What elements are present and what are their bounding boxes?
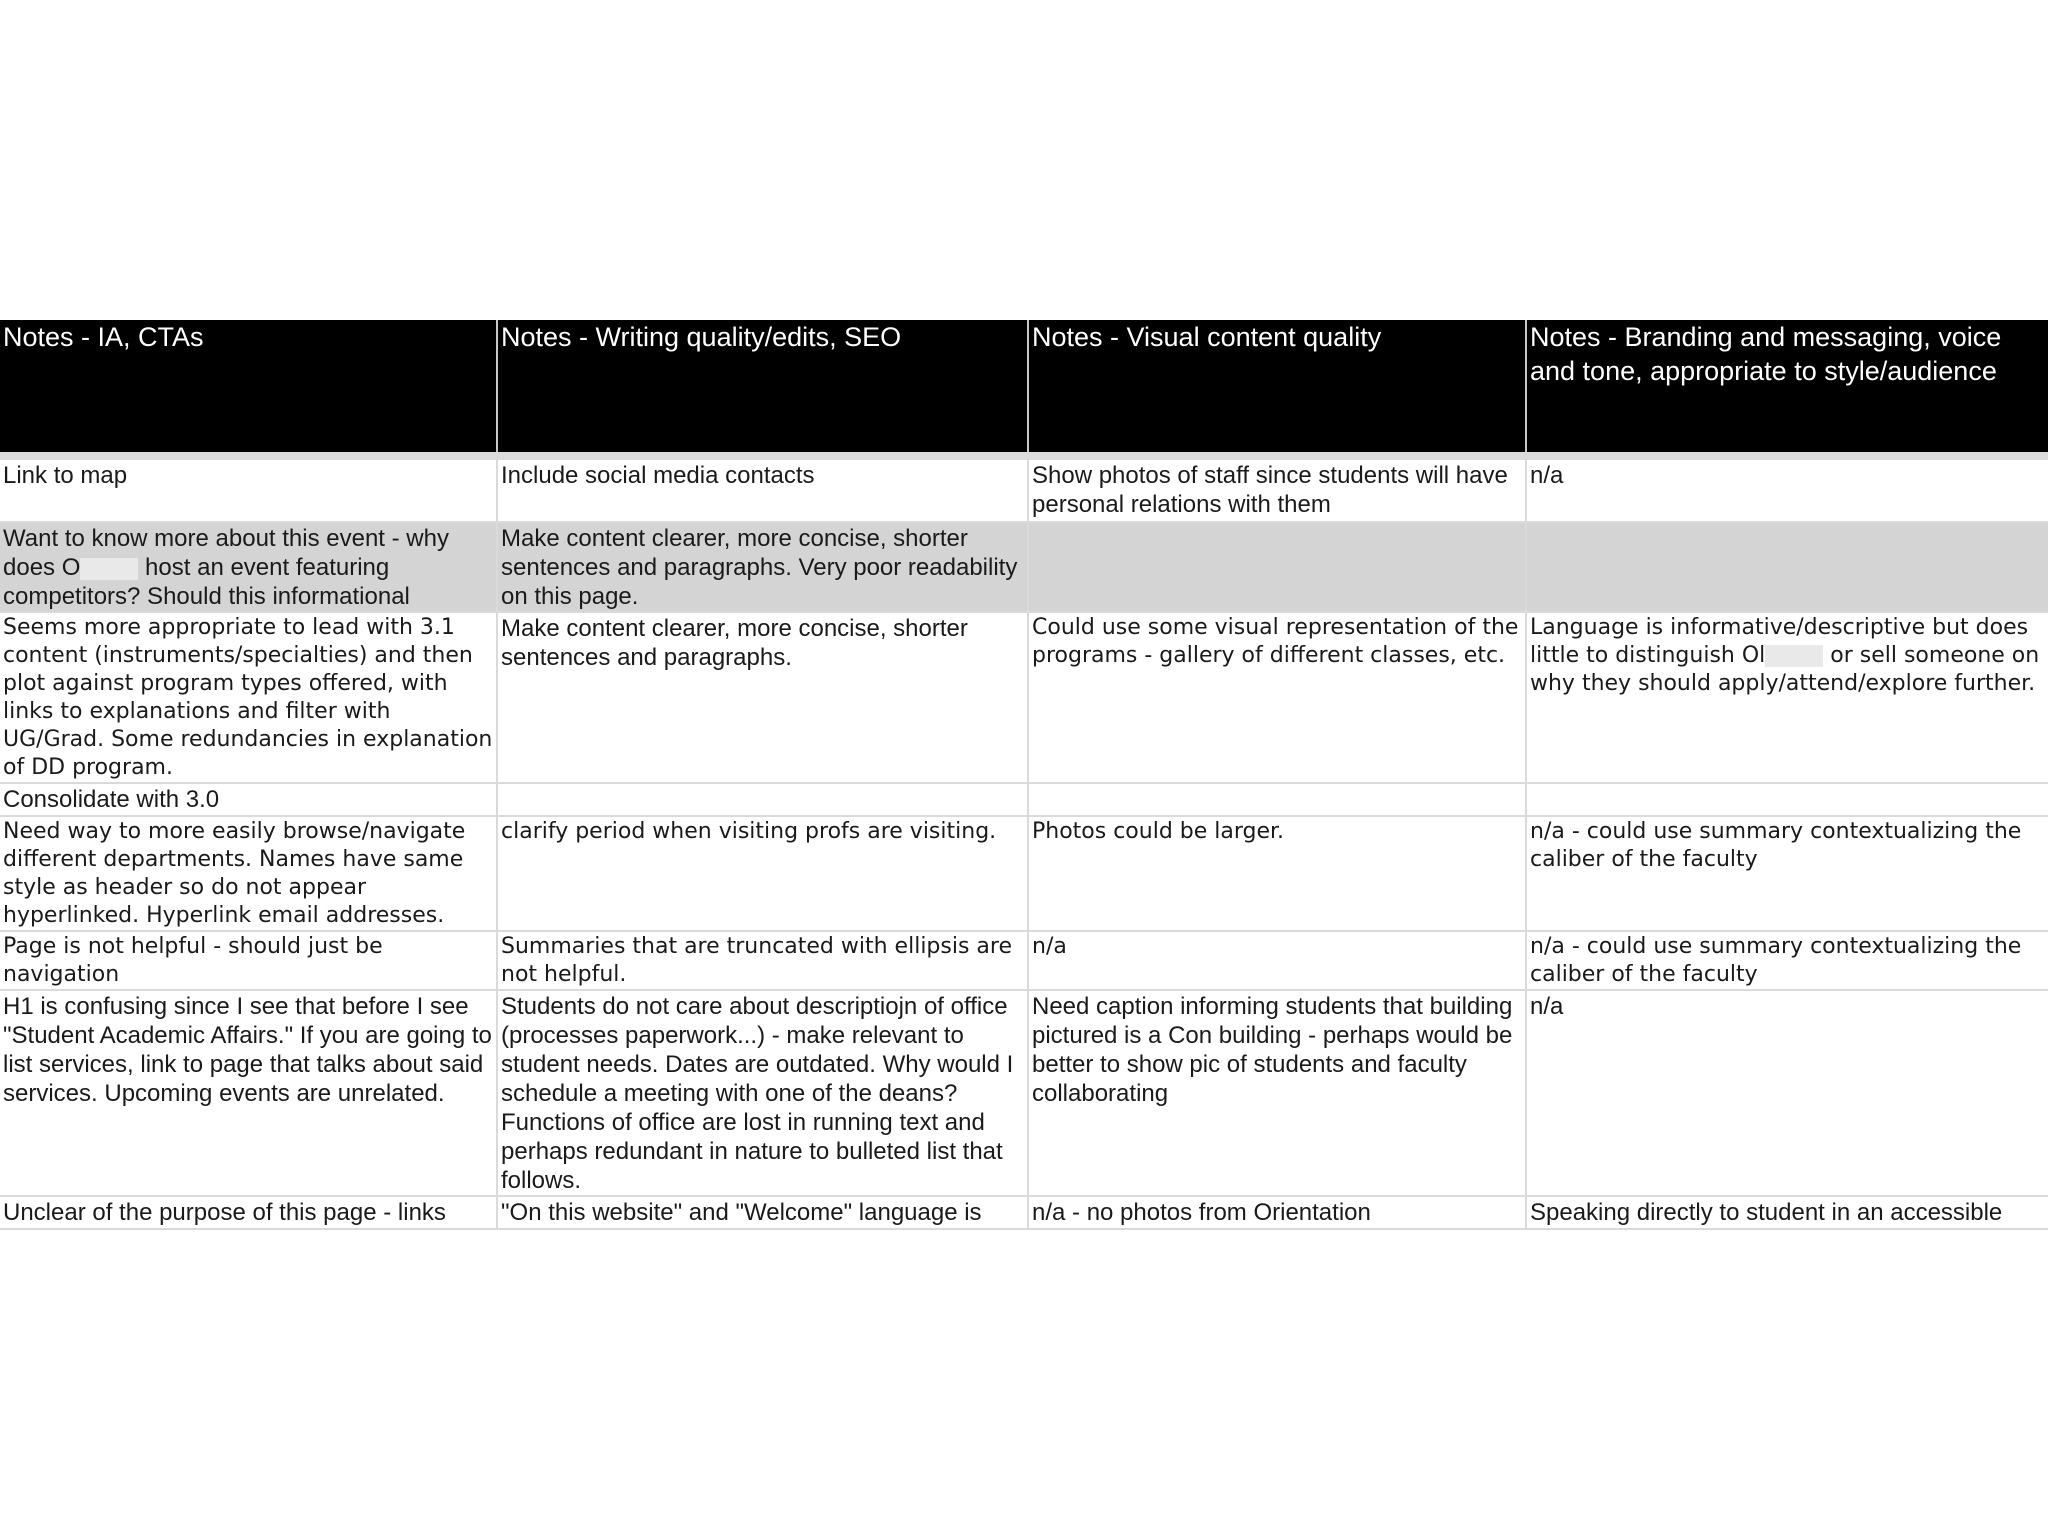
table-cell[interactable]: n/a - could use summary contextualizing the caliber of the faculty — [1526, 816, 2048, 931]
table-cell[interactable] — [1526, 783, 2048, 816]
table-cell[interactable]: Photos could be larger. — [1028, 816, 1526, 931]
table-row — [0, 783, 2048, 816]
table-cell[interactable] — [497, 783, 1028, 816]
cell-text: Language is informative/descriptive but does little to distinguish Ol — [1530, 615, 2036, 668]
separator-cell — [1028, 452, 1526, 460]
table-cell[interactable]: Unclear of the purpose of this page - links — [0, 1196, 497, 1229]
redaction-block — [80, 558, 138, 580]
table-cell[interactable] — [0, 522, 497, 612]
column-header-ia-ctas[interactable]: Notes - IA, CTAs — [0, 320, 497, 452]
table-cell[interactable]: Page is not helpful - should just be navigation — [0, 931, 497, 990]
table-cell[interactable]: n/a - could use summary contextualizing the caliber of the faculty — [1526, 931, 2048, 990]
table-cell[interactable] — [1028, 522, 1526, 612]
table-cell[interactable]: Seems more appropriate to lead with 3.1 content (instruments/specialties) and then plot against program types offered, with links to explanations and filter with UG/Grad. Some redundancies in explanation of DD program. — [0, 612, 497, 783]
cell-text: host an event featuring competitors? Should this informational — [3, 554, 410, 610]
table-cell[interactable]: Make content clearer, more concise, shorter sentences and paragraphs. Very poor readability on this page. — [497, 522, 1028, 612]
table-cell[interactable]: n/a — [1028, 931, 1526, 990]
column-header-branding-messaging[interactable]: Notes - Branding and messaging, voice and tone, appropriate to style/audience — [1526, 320, 2048, 452]
table-cell[interactable]: n/a — [1526, 460, 2048, 522]
table-cell[interactable] — [1526, 612, 2048, 783]
table-row — [0, 612, 2048, 783]
table-cell[interactable]: Summaries that are truncated with ellipsis are not helpful. — [497, 931, 1028, 990]
table-cell[interactable]: Could use some visual representation of the programs - gallery of different classes, etc. — [1028, 612, 1526, 783]
table-cell[interactable]: Need way to more easily browse/navigate different departments. Names have same style as header so do not appear hyperlinked. Hyperlink email addresses. — [0, 816, 497, 931]
table-row — [0, 460, 2048, 522]
table-cell[interactable]: Show photos of staff since students will have personal relations with them — [1028, 460, 1526, 522]
cell-text: Want to know more about this event - why does O — [3, 525, 456, 581]
table-cell[interactable]: Need caption informing students that building pictured is a Con building - perhaps would be better to show pic of students and faculty collaborating — [1028, 990, 1526, 1196]
table-cell[interactable]: Consolidate with 3.0 — [0, 783, 497, 816]
table-row — [0, 816, 2048, 931]
table-cell[interactable]: "On this website" and "Welcome" language is — [497, 1196, 1028, 1229]
redaction-block — [1765, 645, 1823, 667]
header-separator — [0, 452, 2048, 460]
table-cell[interactable]: H1 is confusing since I see that before I see "Student Academic Affairs." If you are going to list services, link to page that talks about said services. Upcoming events are unrelated. — [0, 990, 497, 1196]
content-audit-table — [0, 320, 2048, 1230]
table-cell[interactable] — [1526, 522, 2048, 612]
column-header-writing-quality[interactable]: Notes - Writing quality/edits, SEO — [497, 320, 1028, 452]
header-row — [0, 320, 2048, 452]
table-row — [0, 522, 2048, 612]
table-row — [0, 1196, 2048, 1229]
column-header-visual-content[interactable]: Notes - Visual content quality — [1028, 320, 1526, 452]
separator-cell — [0, 452, 497, 460]
table-cell[interactable]: clarify period when visiting profs are visiting. — [497, 816, 1028, 931]
table-cell[interactable]: Make content clearer, more concise, shorter sentences and paragraphs. — [497, 612, 1028, 783]
separator-cell — [497, 452, 1028, 460]
spreadsheet — [0, 320, 2048, 1226]
table-cell[interactable] — [1028, 783, 1526, 816]
table-cell[interactable]: n/a — [1526, 990, 2048, 1196]
table-row — [0, 931, 2048, 990]
table-row — [0, 990, 2048, 1196]
table-cell[interactable]: Link to map — [0, 460, 497, 522]
table-cell[interactable]: Students do not care about descriptiojn of office (processes paperwork...) - make relevant to student needs. Dates are outdated. Why would I schedule a meeting with one of the deans? Functions of office are lost in running text and perhaps redundant in nature to bulleted list that follows. — [497, 990, 1028, 1196]
table-cell[interactable]: Speaking directly to student in an accessible — [1526, 1196, 2048, 1229]
table-cell[interactable]: n/a - no photos from Orientation — [1028, 1196, 1526, 1229]
cell-text: or sell someone on why they should apply/attend/explore further. — [1530, 643, 2047, 696]
table-cell[interactable]: Include social media contacts — [497, 460, 1028, 522]
separator-cell — [1526, 452, 2048, 460]
